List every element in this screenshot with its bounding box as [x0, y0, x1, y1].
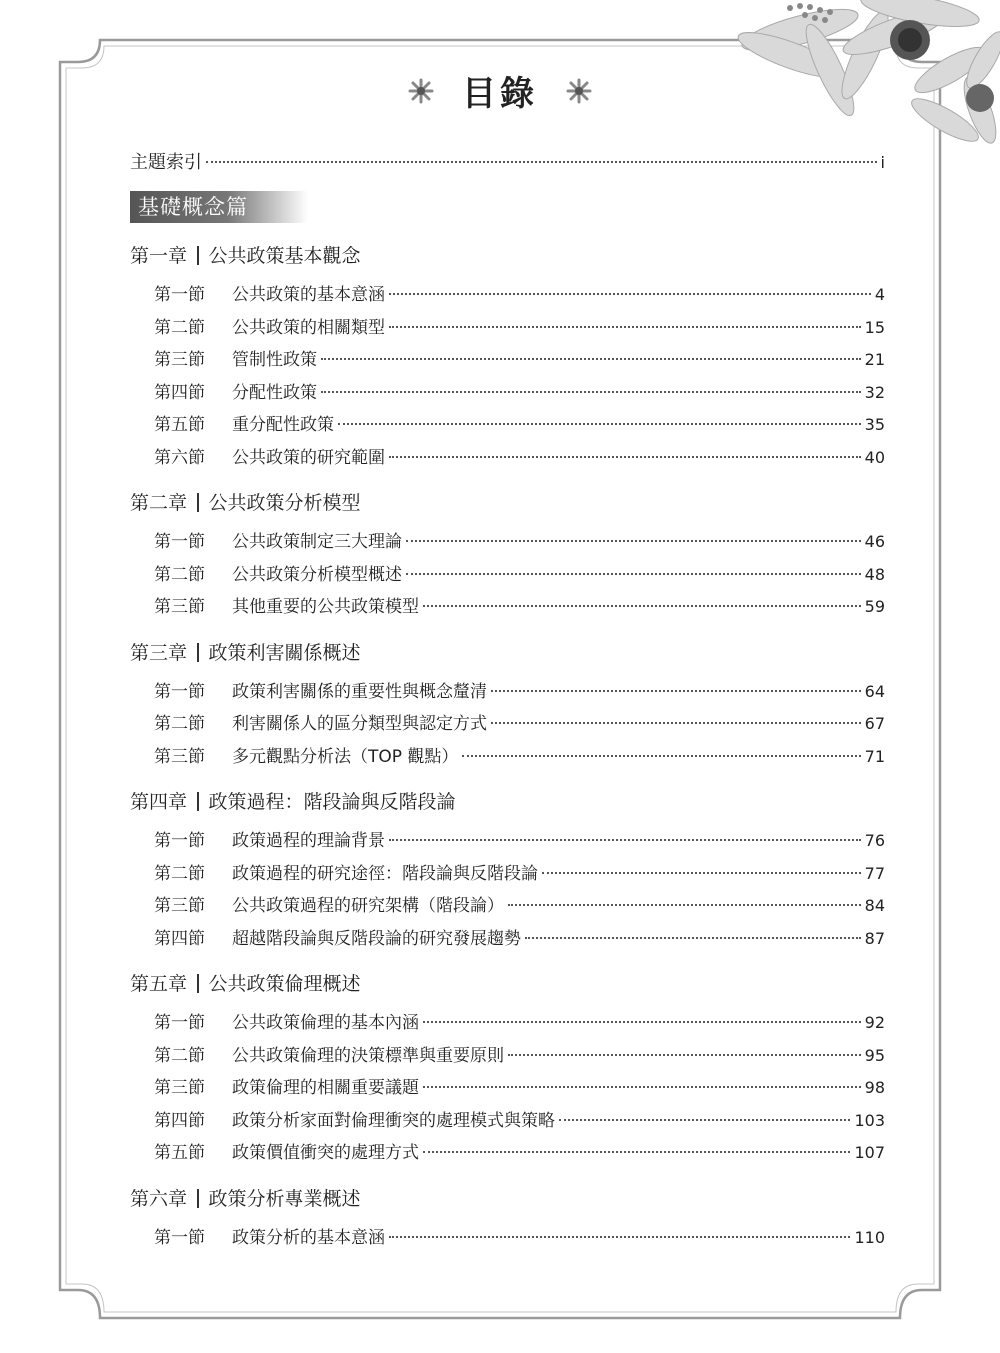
dot-leader [406, 573, 861, 575]
chapter-title: 公共政策基本觀念 [208, 245, 361, 267]
dot-leader [508, 904, 861, 906]
page-number: 67 [864, 714, 885, 733]
page-number: 95 [864, 1045, 885, 1065]
chapter-number: 第三章 [130, 641, 188, 664]
page-number: 71 [864, 746, 885, 766]
section-number: 第一節 [154, 532, 205, 552]
toc-section-entry[interactable] [130, 1072, 885, 1105]
page-number: 4 [874, 285, 885, 304]
chapter-heading[interactable] [130, 965, 885, 1003]
dot-leader [491, 690, 861, 692]
dot-leader [389, 1236, 850, 1238]
section-number: 第二節 [154, 317, 205, 338]
page-number: 76 [864, 831, 885, 850]
chapter-heading[interactable] [130, 783, 885, 821]
dot-leader [321, 391, 861, 393]
section-number: 第五節 [154, 1143, 205, 1163]
page-number: 21 [864, 350, 885, 369]
section-title: 公共政策倫理的基本內涵 [232, 1013, 419, 1033]
toc-section-entry[interactable] [130, 409, 885, 442]
entry-title: 主題索引 [130, 152, 202, 173]
toc-section-entry[interactable] [130, 1222, 885, 1255]
toc-section-entry[interactable] [130, 442, 885, 475]
toc-section-entry[interactable] [130, 559, 885, 592]
chapter-divider [197, 1189, 199, 1208]
page-number: 64 [864, 681, 885, 701]
toc-section-entry[interactable] [130, 741, 885, 774]
page-number: 15 [864, 317, 885, 337]
section-title: 其他重要的公共政策模型 [232, 597, 419, 617]
spacer [130, 624, 885, 630]
dot-leader [423, 605, 861, 607]
dot-leader [389, 326, 861, 328]
dot-leader [389, 839, 861, 841]
page-number: 84 [864, 896, 885, 915]
dot-leader [406, 540, 861, 542]
dot-leader [321, 358, 861, 360]
chapter-heading[interactable] [130, 634, 885, 672]
chapter-divider [197, 974, 199, 993]
section-number: 第一節 [154, 1013, 205, 1033]
section-title: 政策分析的基本意涵 [232, 1227, 385, 1248]
dot-leader [423, 1021, 861, 1023]
chapter-heading[interactable] [130, 484, 885, 522]
chapter-divider [197, 792, 199, 811]
dot-leader [423, 1151, 850, 1153]
spacer [130, 955, 885, 961]
dot-leader [559, 1119, 850, 1121]
section-title: 利害關係人的區分類型與認定方式 [232, 714, 487, 734]
section-title: 重分配性政策 [232, 415, 334, 435]
chapter-number: 第一章 [130, 245, 188, 267]
flower-right-icon [566, 78, 592, 104]
section-title: 政策倫理的相關重要議題 [232, 1078, 419, 1098]
section-number: 第三節 [154, 350, 205, 370]
chapter-number: 第六章 [130, 1187, 188, 1210]
dot-leader [389, 456, 861, 458]
dot-leader [491, 722, 861, 724]
section-number: 第四節 [154, 928, 205, 949]
section-number: 第一節 [154, 285, 205, 305]
page-number: 103 [854, 1110, 885, 1130]
page-number: 40 [864, 447, 885, 467]
toc-section-entry[interactable] [130, 858, 885, 891]
toc-section-entry[interactable] [130, 1040, 885, 1073]
toc-section-entry[interactable] [130, 344, 885, 377]
dot-leader [206, 161, 877, 163]
section-number: 第六節 [154, 447, 205, 468]
section-title: 政策過程的研究途徑：階段論與反階段論 [232, 863, 538, 884]
chapter-title: 公共政策分析模型 [208, 492, 361, 514]
chapter-title: 政策利害關係概述 [208, 641, 361, 664]
spacer [130, 474, 885, 480]
toc-section-entry[interactable] [130, 923, 885, 956]
chapter-title: 政策分析專業概述 [208, 1187, 361, 1210]
toc-section-entry[interactable] [130, 676, 885, 709]
section-number: 第二節 [154, 863, 205, 884]
section-number: 第二節 [154, 564, 205, 585]
dot-leader [525, 937, 861, 939]
toc-section-entry[interactable] [130, 279, 885, 312]
section-number: 第五節 [154, 415, 205, 435]
section-title: 公共政策過程的研究架構（階段論） [232, 896, 504, 916]
section-number: 第三節 [154, 1078, 205, 1098]
section-number: 第一節 [154, 831, 205, 851]
page-number: i [880, 153, 885, 172]
page-number: 35 [864, 415, 885, 434]
page-number: 107 [854, 1143, 885, 1162]
section-title: 公共政策倫理的決策標準與重要原則 [232, 1045, 504, 1066]
page-number: 59 [864, 597, 885, 616]
section-title: 公共政策的研究範圍 [232, 447, 385, 468]
page-number: 98 [864, 1078, 885, 1097]
chapter-divider [197, 493, 199, 512]
chapter-number: 第五章 [130, 973, 188, 995]
page-title-block [0, 66, 1000, 115]
page-number: 32 [864, 382, 885, 402]
chapter-title: 公共政策倫理概述 [208, 973, 361, 995]
toc-section-entry[interactable] [130, 1105, 885, 1138]
part-banner: 基礎概念篇 [130, 191, 308, 223]
toc-section-entry[interactable] [130, 1137, 885, 1170]
toc-section-entry[interactable] [130, 825, 885, 858]
section-title: 公共政策分析模型概述 [232, 564, 402, 585]
chapter-divider [197, 643, 199, 662]
section-number: 第二節 [154, 1045, 205, 1066]
toc-entry-topic-index[interactable] [130, 143, 885, 183]
section-title: 公共政策的相關類型 [232, 317, 385, 338]
section-title: 政策利害關係的重要性與概念釐清 [232, 681, 487, 702]
dot-leader [338, 423, 861, 425]
toc-section-entry[interactable] [130, 591, 885, 624]
page-number: 77 [864, 863, 885, 883]
section-number: 第二節 [154, 714, 205, 734]
dot-leader [462, 755, 860, 757]
section-title: 政策價值衝突的處理方式 [232, 1143, 419, 1163]
spacer [130, 1254, 885, 1260]
section-title: 多元觀點分析法（TOP 觀點） [232, 746, 459, 767]
section-title: 公共政策的基本意涵 [232, 285, 385, 305]
section-number: 第四節 [154, 382, 205, 403]
toc-section-entry[interactable] [130, 1007, 885, 1040]
toc-section-entry[interactable] [130, 377, 885, 410]
section-number: 第一節 [154, 1227, 205, 1248]
page-number: 110 [854, 1227, 885, 1247]
chapter-heading[interactable] [130, 1180, 885, 1218]
section-title: 超越階段論與反階段論的研究發展趨勢 [232, 928, 521, 949]
dot-leader [542, 872, 861, 874]
dot-leader [508, 1054, 861, 1056]
section-number: 第三節 [154, 597, 205, 617]
toc-section-entry[interactable] [130, 708, 885, 741]
section-title: 政策分析家面對倫理衝突的處理模式與策略 [232, 1110, 555, 1131]
page-number: 87 [864, 928, 885, 948]
section-title: 公共政策制定三大理論 [232, 532, 402, 552]
page-number: 46 [864, 532, 885, 551]
toc-section-entry[interactable] [130, 312, 885, 345]
dot-leader [423, 1086, 861, 1088]
table-of-contents [130, 140, 885, 1260]
chapter-heading[interactable] [130, 237, 885, 275]
spacer [130, 773, 885, 779]
chapter-list [130, 237, 885, 1260]
section-title: 管制性政策 [232, 350, 317, 370]
toc-section-entry[interactable] [130, 526, 885, 559]
section-number: 第三節 [154, 896, 205, 916]
flower-left-icon [408, 78, 434, 104]
section-number: 第一節 [154, 681, 205, 702]
page-title: 目錄 [462, 74, 538, 114]
dot-leader [389, 293, 871, 295]
section-number: 第三節 [154, 746, 205, 767]
section-title: 分配性政策 [232, 382, 317, 403]
section-title: 政策過程的理論背景 [232, 831, 385, 851]
toc-section-entry[interactable] [130, 890, 885, 923]
section-number: 第四節 [154, 1110, 205, 1131]
chapter-number: 第四章 [130, 791, 188, 813]
spacer [130, 1170, 885, 1176]
page-number: 92 [864, 1013, 885, 1032]
page-number: 48 [864, 564, 885, 584]
chapter-number: 第二章 [130, 492, 188, 514]
chapter-divider [197, 246, 199, 265]
chapter-title: 政策過程：階段論與反階段論 [208, 791, 456, 813]
